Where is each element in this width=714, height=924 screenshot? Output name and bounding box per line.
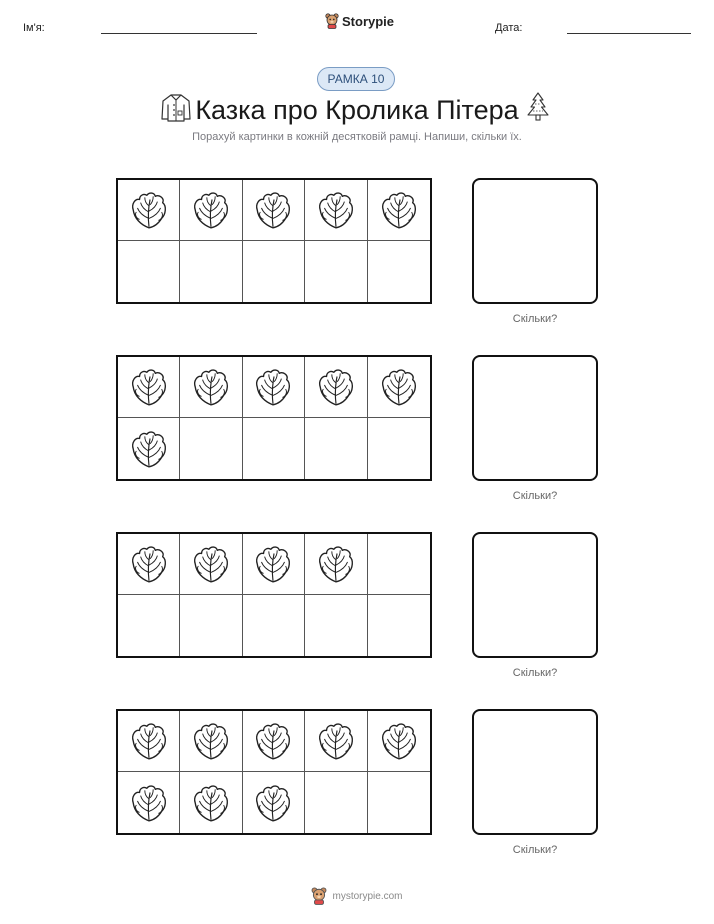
ten-frame — [116, 709, 432, 835]
frame-cell — [180, 595, 242, 656]
bear-mascot-icon — [325, 13, 339, 29]
frame-cell — [118, 711, 180, 772]
frame-cell — [368, 595, 430, 656]
frame-cell — [180, 711, 242, 772]
how-many-label: Скільки? — [512, 844, 558, 856]
frame-badge: РАМКА 10 — [317, 67, 395, 91]
frame-cell — [243, 772, 305, 833]
frame-cell — [118, 241, 180, 302]
frame-cell — [305, 357, 367, 418]
frame-cell — [118, 772, 180, 833]
frame-cell — [118, 418, 180, 479]
frame-cell — [180, 180, 242, 241]
lettuce-icon — [315, 720, 357, 762]
frame-cell — [368, 772, 430, 833]
answer-box[interactable] — [472, 355, 598, 481]
frame-cell — [243, 241, 305, 302]
name-label: Ім'я: — [23, 22, 45, 34]
frame-cell — [118, 595, 180, 656]
frame-cell — [243, 711, 305, 772]
frame-cell — [118, 180, 180, 241]
frame-cell — [180, 241, 242, 302]
frame-cell — [368, 418, 430, 479]
bear-mascot-icon — [311, 887, 327, 905]
lettuce-icon — [252, 720, 294, 762]
date-line[interactable] — [567, 33, 691, 34]
frame-cell — [305, 180, 367, 241]
how-many-label: Скільки? — [512, 490, 558, 502]
frame-cell — [305, 241, 367, 302]
lettuce-icon — [378, 366, 420, 408]
frame-cell — [243, 595, 305, 656]
how-many-label: Скільки? — [512, 667, 558, 679]
frame-cell — [368, 534, 430, 595]
lettuce-icon — [190, 366, 232, 408]
lettuce-icon — [128, 782, 170, 824]
lettuce-icon — [128, 366, 170, 408]
brand-name: Storypie — [342, 13, 395, 29]
lettuce-icon — [252, 366, 294, 408]
frame-cell — [243, 180, 305, 241]
frame-cell — [305, 595, 367, 656]
lettuce-icon — [252, 189, 294, 231]
page-title: Казка про Кролика Пітера — [195, 95, 519, 125]
lettuce-icon — [128, 189, 170, 231]
lettuce-icon — [378, 720, 420, 762]
answer-box[interactable] — [472, 532, 598, 658]
frame-cell — [180, 418, 242, 479]
lettuce-icon — [315, 189, 357, 231]
ten-frame — [116, 355, 432, 481]
lettuce-icon — [252, 543, 294, 585]
answer-box[interactable] — [472, 178, 598, 304]
date-label: Дата: — [495, 22, 523, 34]
frame-cell — [243, 357, 305, 418]
lettuce-icon — [315, 366, 357, 408]
frame-cell — [118, 534, 180, 595]
pine-tree-icon — [523, 91, 553, 123]
lettuce-icon — [252, 782, 294, 824]
frame-cell — [305, 534, 367, 595]
lettuce-icon — [128, 543, 170, 585]
footer-url: mystorypie.com — [332, 890, 403, 902]
frame-cell — [368, 711, 430, 772]
brand-logo — [325, 13, 394, 29]
frame-cell — [180, 772, 242, 833]
footer — [0, 887, 714, 905]
frame-cell — [118, 357, 180, 418]
frame-cell — [243, 534, 305, 595]
frame-cell — [180, 534, 242, 595]
lettuce-icon — [378, 189, 420, 231]
ten-frame — [116, 532, 432, 658]
how-many-label: Скільки? — [512, 313, 558, 325]
lettuce-icon — [190, 782, 232, 824]
lettuce-icon — [190, 189, 232, 231]
lettuce-icon — [190, 543, 232, 585]
frame-cell — [180, 357, 242, 418]
frame-cell — [368, 241, 430, 302]
answer-box[interactable] — [472, 709, 598, 835]
frame-cell — [368, 180, 430, 241]
frame-cell — [368, 357, 430, 418]
frame-cell — [243, 418, 305, 479]
instructions: Порахуй картинки в кожній десятковій рамці. Напиши, скільки їх. — [192, 131, 522, 143]
lettuce-icon — [315, 543, 357, 585]
name-line[interactable] — [101, 33, 257, 34]
frame-cell — [305, 711, 367, 772]
lettuce-icon — [128, 428, 170, 470]
frame-cell — [305, 418, 367, 479]
lettuce-icon — [128, 720, 170, 762]
frame-cell — [305, 772, 367, 833]
ten-frame — [116, 178, 432, 304]
lettuce-icon — [190, 720, 232, 762]
